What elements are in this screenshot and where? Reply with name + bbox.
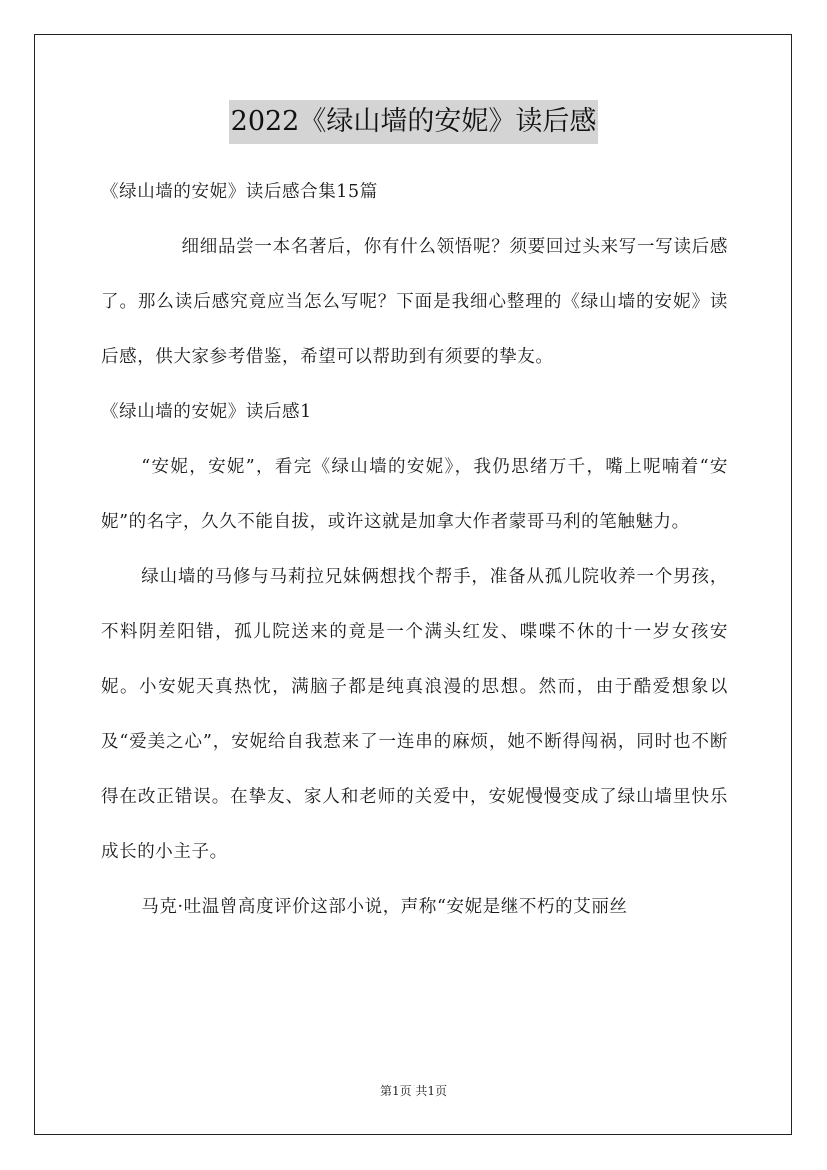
document-title: 2022《绿山墙的安妮》读后感	[229, 100, 599, 144]
body-paragraph-2: 绿山墙的马修与马莉拉兄妹俩想找个帮手，准备从孤儿院收养一个男孩，不料阴差阳错，孤儿院送来的竟是一个满头红发、喋喋不休的十一岁女孩安妮。小安妮天真热忱，满脑子都是纯真浪漫的思想。然而，由于酷爱想象以及“爱美之心”，安妮给自我惹来了一连串的麻烦，她不断得闯祸，同时也不断得在改正错误。在挚友、家人和老师的关爱中，安妮慢慢变成了绿山墙里快乐成长的小主子。	[101, 567, 728, 862]
title-container	[0, 100, 827, 144]
page-number: 第1页 共1页	[379, 1084, 448, 1098]
page-footer	[0, 1082, 827, 1099]
document-subtitle: 《绿山墙的安妮》读后感合集15篇	[101, 182, 378, 202]
body-paragraph-1: “安妮，安妮”，看完《绿山墙的安妮》，我仍思绪万千，嘴上呢喃着“安妮”的名字，久久不能自拔，或许这就是加拿大作者蒙哥马利的笔触魅力。	[101, 457, 728, 532]
document-body	[101, 165, 728, 935]
intro-paragraph: 细细品尝一本名著后，你有什么领悟呢？须要回过头来写一写读后感了。那么读后感究竟应当怎么写呢？下面是我细心整理的《绿山墙的安妮》读后感，供大家参考借鉴，希望可以帮助到有须要的挚友。	[101, 237, 728, 367]
section-heading: 《绿山墙的安妮》读后感1	[101, 402, 312, 422]
body-paragraph-3: 马克·吐温曾高度评价这部小说，声称“安妮是继不朽的艾丽丝	[141, 897, 628, 917]
